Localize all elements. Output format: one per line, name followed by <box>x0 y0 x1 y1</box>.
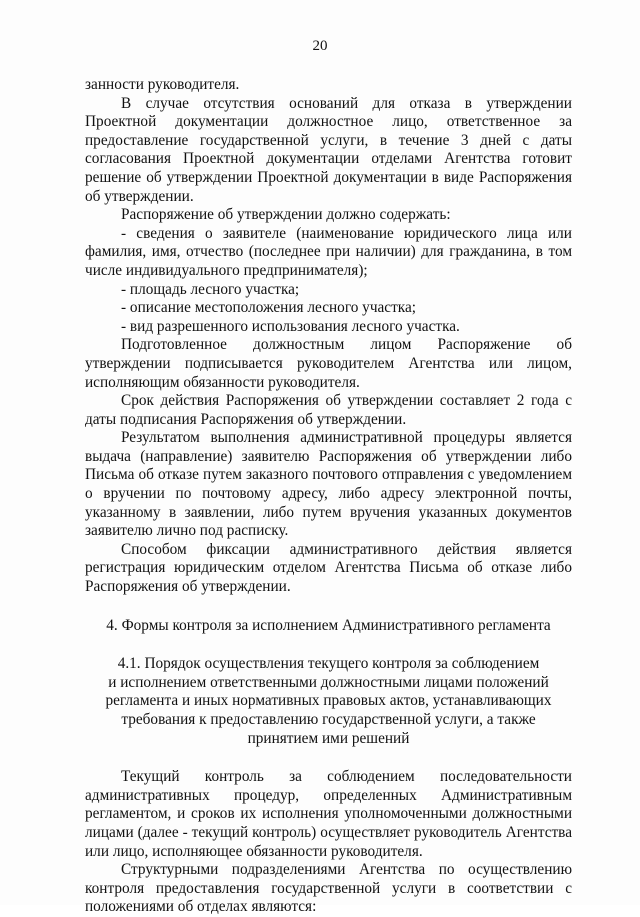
list-item: - описание местоположения лесного участка; <box>121 299 417 317</box>
paragraph: занности руководителя. <box>85 76 240 93</box>
list-item: - площадь лесного участка; <box>121 280 300 298</box>
subsection-title-line: требования к предоставлению государственной услуги, а также <box>121 711 536 728</box>
document-body <box>85 76 572 917</box>
paragraph: Структурными подразделениями Агентства по осуществлению контроля предоставления государственной услуги в соответствии с положениями об отделах являются: <box>85 861 572 916</box>
page-number: 20 <box>312 38 328 54</box>
paragraph: Текущий контроль за соблюдением последовательности административных процедур, определенных Административным регламентом, и сроков их исполнения уполномоченными должностными лицами (далее - текущий контроль) осуществляет руководитель Агентства или лицо, исполняющее обязанности руководителя. <box>85 768 572 860</box>
paragraph: Результатом выполнения административной процедуры является выдача (направление) заявителю Распоряжения об утверждении либо Письма об отказе путем заказного почтового отправления с уведомлением о вручении по почтовому адресу, либо адресу электронной почты, указанному в заявлении, либо путем вручения указанных документов заявителю лично под расписку. <box>85 429 572 540</box>
list-item: - сведения о заявителе (наименование юридического лица или фамилия, имя, отчество (последнее при наличии) для гражданина, в том числе индивидуального предпринимателя); <box>85 224 572 279</box>
subsection-title-line: и исполнением ответственными должностными лицами положений <box>108 673 549 691</box>
subsection-title-line: регламента и иных нормативных правовых актов, устанавливающих <box>105 692 552 710</box>
subsection-title <box>85 655 572 748</box>
paragraph: В случае отсутствия оснований для отказа в утверждении Проектной документации должностное лицо, ответственное за предоставление государственной услуги, в течение 3 дней с даты согласования Проектной документации отделами Агентства готовит решение об утверждении Проектной документации в виде Распоряжения об утверждении. <box>85 94 572 205</box>
paragraph: Срок действия Распоряжения об утверждении составляет 2 года с даты подписания Распоряжения об утверждении. <box>85 392 572 428</box>
subsection-title-line: принятием ими решений <box>247 729 410 747</box>
spacer <box>85 748 572 768</box>
paragraph: Способом фиксации административного действия является регистрация юридическим отделом Агентства Письма об отказе либо Распоряжения об утверждении. <box>85 540 572 596</box>
subsection-title-line: 4.1. Порядок осуществления текущего контроля за соблюдением <box>117 655 540 673</box>
section-title: 4. Формы контроля за исполнением Административного регламента <box>106 616 551 634</box>
paragraph: Распоряжение об утверждении должно содержать: <box>121 206 451 224</box>
paragraph: Подготовленное должностным лицом Распоряжение об утверждении подписывается руководителем Агентства или лицом, исполняющим обязанности руководителя. <box>85 336 572 391</box>
list-item: - вид разрешенного использования лесного участка. <box>121 317 460 335</box>
